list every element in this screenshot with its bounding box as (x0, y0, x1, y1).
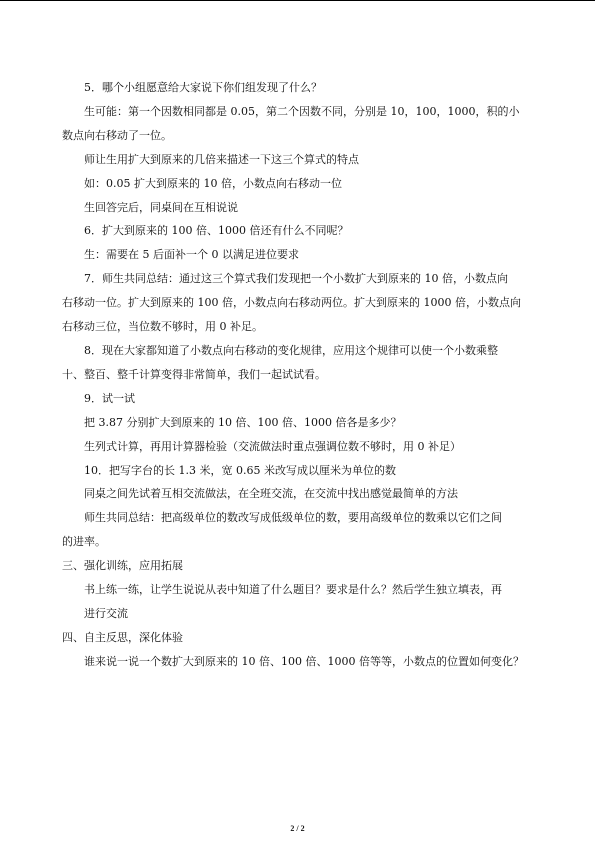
para-line: 6．扩大到原来的 100 倍、1000 倍还有什么不同呢？ (84, 224, 349, 238)
para-line: 的进率。 (62, 535, 106, 549)
para-line: 同桌之间先试着互相交流做法，在全班交流，在交流中找出感觉最简单的方法 (84, 487, 458, 501)
para-line: 数点向右移动了一位。 (62, 128, 172, 142)
section-heading: 三、强化训练，应用拓展 (62, 559, 183, 573)
page-number: 2 / 2 (290, 824, 305, 833)
para-line: 书上练一练，让学生说说从表中知道了什么题目？要求是什么？然后学生独立填表，再 (84, 583, 502, 597)
para-line: 谁来说一说一个数扩大到原来的 10 倍、100 倍、1000 倍等等，小数点的位置如何变化？ (84, 654, 524, 668)
para-line: 5．哪个小组愿意给大家说下你们组发现了什么？ (84, 81, 322, 94)
document-body (62, 76, 547, 674)
para-line: 9．试一试 (84, 391, 135, 405)
para-line: 如：0.05 扩大到原来的 10 倍，小数点向右移动一位 (84, 176, 342, 190)
para-line: 师生共同总结：把高级单位的数改写成低级单位的数，要用高级单位的数乘以它们之间 (84, 511, 502, 525)
para-line: 师让生用扩大到原来的几倍来描述一下这三个算式的特点 (84, 152, 359, 166)
para-line: 进行交流 (84, 606, 128, 620)
para-line: 十、整百、整千计算变得非常简单，我们一起试试看。 (62, 367, 326, 381)
para-line: 生列式计算，再用计算器检验（交流做法时重点强调位数不够时，用 0 补足） (84, 439, 461, 453)
para-line: 8．现在大家都知道了小数点向右移动的变化规律，应用这个规律可以使一个小数乘整 (84, 343, 498, 357)
para-line: 10．把写字台的长 1.3 米，宽 0.65 米改写成以厘米为单位的数 (84, 463, 396, 477)
para-line: 7．师生共同总结：通过这三个算式我们发现把一个小数扩大到原来的 10 倍，小数点向 (84, 272, 508, 286)
para-line: 生：需要在 5 后面补一个 0 以满足进位要求 (84, 248, 299, 262)
para-line: 右移动三位，当位数不够时，用 0 补足。 (62, 320, 263, 334)
section-heading: 四、自主反思，深化体验 (62, 630, 183, 644)
para-line: 生回答完后，同桌间在互相说说 (84, 200, 238, 214)
para-line: 右移动一位。扩大到原来的 100 倍，小数点向右移动两位。扩大到原来的 1000 倍，小数点向 (62, 296, 521, 310)
para-line: 把 3.87 分别扩大到原来的 10 倍、100 倍、1000 倍各是多少？ (84, 415, 402, 429)
para-line: 生可能：第一个因数相同都是 0.05，第二个因数不同，分别是 10，100，1000，积的小 (84, 104, 520, 118)
top-rule (0, 0, 595, 1)
